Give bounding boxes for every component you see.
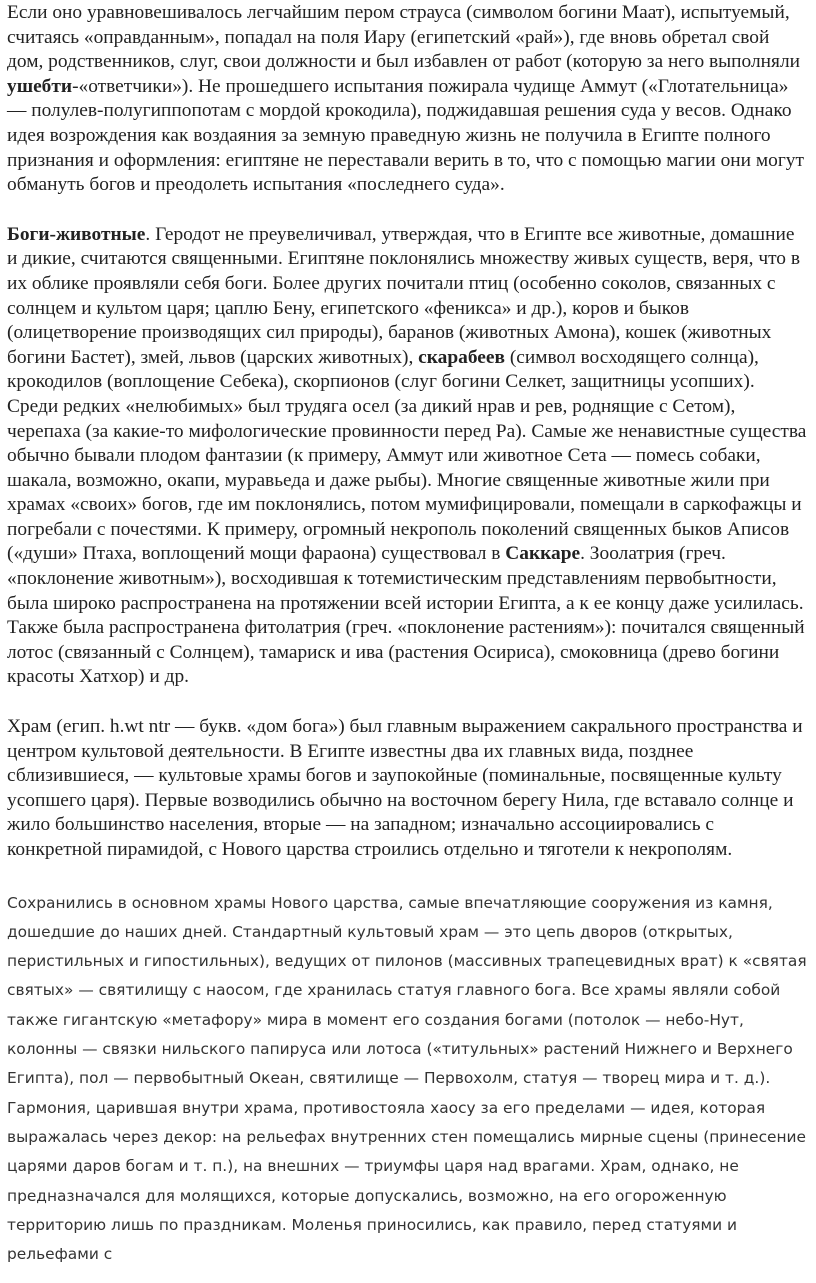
paragraph-new-kingdom-temples (7, 889, 808, 1270)
paragraph-animal-gods (7, 223, 808, 690)
text: Сохранились в основном храмы Нового царства, самые впечатляющие сооружения из камня, дошедшие до наших дней. Стандартный культовый храм — это цепь дворов (открытых, перистильных и гипостильных), ведущих от пилонов (массивных трапецевидных врат) к «святая святых» — святилищу с наосом, где хранилась статуя главного бога. Все храмы являли собой также гигантскую «метафору» мира в момент его создания богами (потолок — небо-Нут, колонны — связки нильского папируса или лотоса («титульных» растений Нижнего и Верхнего Египта), пол — первобытный Океан, святилище — Первохолм, статуя — творец мира и т. д.). Гармония, царившая внутри храма, противостояла хаосу за его пределами — идея, которая выражалась через декор: на рельефах внутренних стен помещались мирные сцены (принесение царями даров богам и т. п.), на внешних — триумфы царя над врагами. Храм, однако, не предназначался для молящихся, которые допускались, возможно, на его огороженную территорию лишь по праздникам. Моленья приносились, как правило, перед статуями и рельефами с (7, 893, 807, 1264)
paragraph-temple (7, 715, 808, 863)
text: Храм (егип. h.wt ntr — букв. «дом бога») был главным выражением сакрального пространства и центром культовой деятельности. В Египте известны два их главных вида, позднее сблизившиеся, — культовые храмы богов и заупокойные (поминальные, посвященные культу усопшего царя). Первые возводились обычно на восточном берегу Нила, где вставало солнце и жило большинство населения, вторые — на западном; изначально ассоциировались с конкретной пирамидой, с Нового царства строились отдельно и тяготели к некрополям. (7, 716, 803, 860)
bold-term-animal-gods: Боги-животные (7, 223, 146, 245)
text: . Зоолатрия (греч. «поклонение животным»), восходившая к тотемистическим представлениям первобытности, была широко распространена на протяжении всей истории Египта, а к ее концу даже усилилась. Также была распространена фитолатрия (греч. «поклонение растениям»): почитался священный лотос (связанный с Солнцем), тамариск и ива (растения Осириса), смоковница (древо богини красоты Хатхор) и др. (7, 543, 805, 688)
text: Если оно уравновешивалось легчайшим пером страуса (символом богини Маат), испытуемый, считаясь «оправданным», попадал на поля Иару (египетский «рай»), где вновь обретал свой дом, родственников, слуг, свои должности и был избавлен от работ (которую за него выполняли (7, 2, 801, 73)
bold-term-ushebti: ушебти (7, 75, 73, 97)
bold-term-scarabs: скарабеев (418, 346, 505, 368)
bold-term-saqqara: Саккаре (505, 543, 581, 565)
text: (символ восходящего солнца), крокодилов (воплощение Себека), скорпионов (слуг богини Селкет, защитницы усопших). Среди редких «нелюбимых» был трудяга осел (за дикий нрав и рев, роднящие с Сетом), черепаха (за какие-то мифологические провинности перед Ра). Самые же ненавистные существа обычно бывали плодом фантазии (к примеру, Аммут или животное Сета — помесь собаки, шакала, возможно, окапи, муравьеда и даже рыбы). Многие священные животные жили при храмах «своих» богов, где им поклонялись, потом мумифицировали, помещали в саркофажцы и погребали с почестями. К примеру, огромный некрополь поколений священных быков Аписов («души» Птаха, воплощений мощи фараона) существовал в (7, 346, 807, 565)
text: -«ответчики»). Не прошедшего испытания пожирала чудище Аммут («Глотательница» — полулев-полугиппопотам с мордой крокодила), поджидавшая решения суда у весов. Однако идея возрождения как воздаяния за земную праведную жизнь не получила в Египте полного признания и оформления: египтяне не переставали верить в то, что с помощью магии они могут обмануть богов и преодолеть испытания «последнего суда». (7, 75, 804, 196)
text: . Геродот не преувеличивал, утверждая, что в Египте все животные, домашние и дикие, считаются священными. Египтяне поклонялись множеству живых существ, веря, что в их облике проявляли себя боги. Более других почитали птиц (особенно соколов, связанных с солнцем и культом царя; цаплю Бену, египетского «феникса» и др.), коров и быков (олицетворение производящих сил природы), баранов (животных Амона), кошек (животных богини Бастет), змей, львов (царских животных), (7, 223, 800, 368)
paragraph-judgment (7, 1, 808, 198)
